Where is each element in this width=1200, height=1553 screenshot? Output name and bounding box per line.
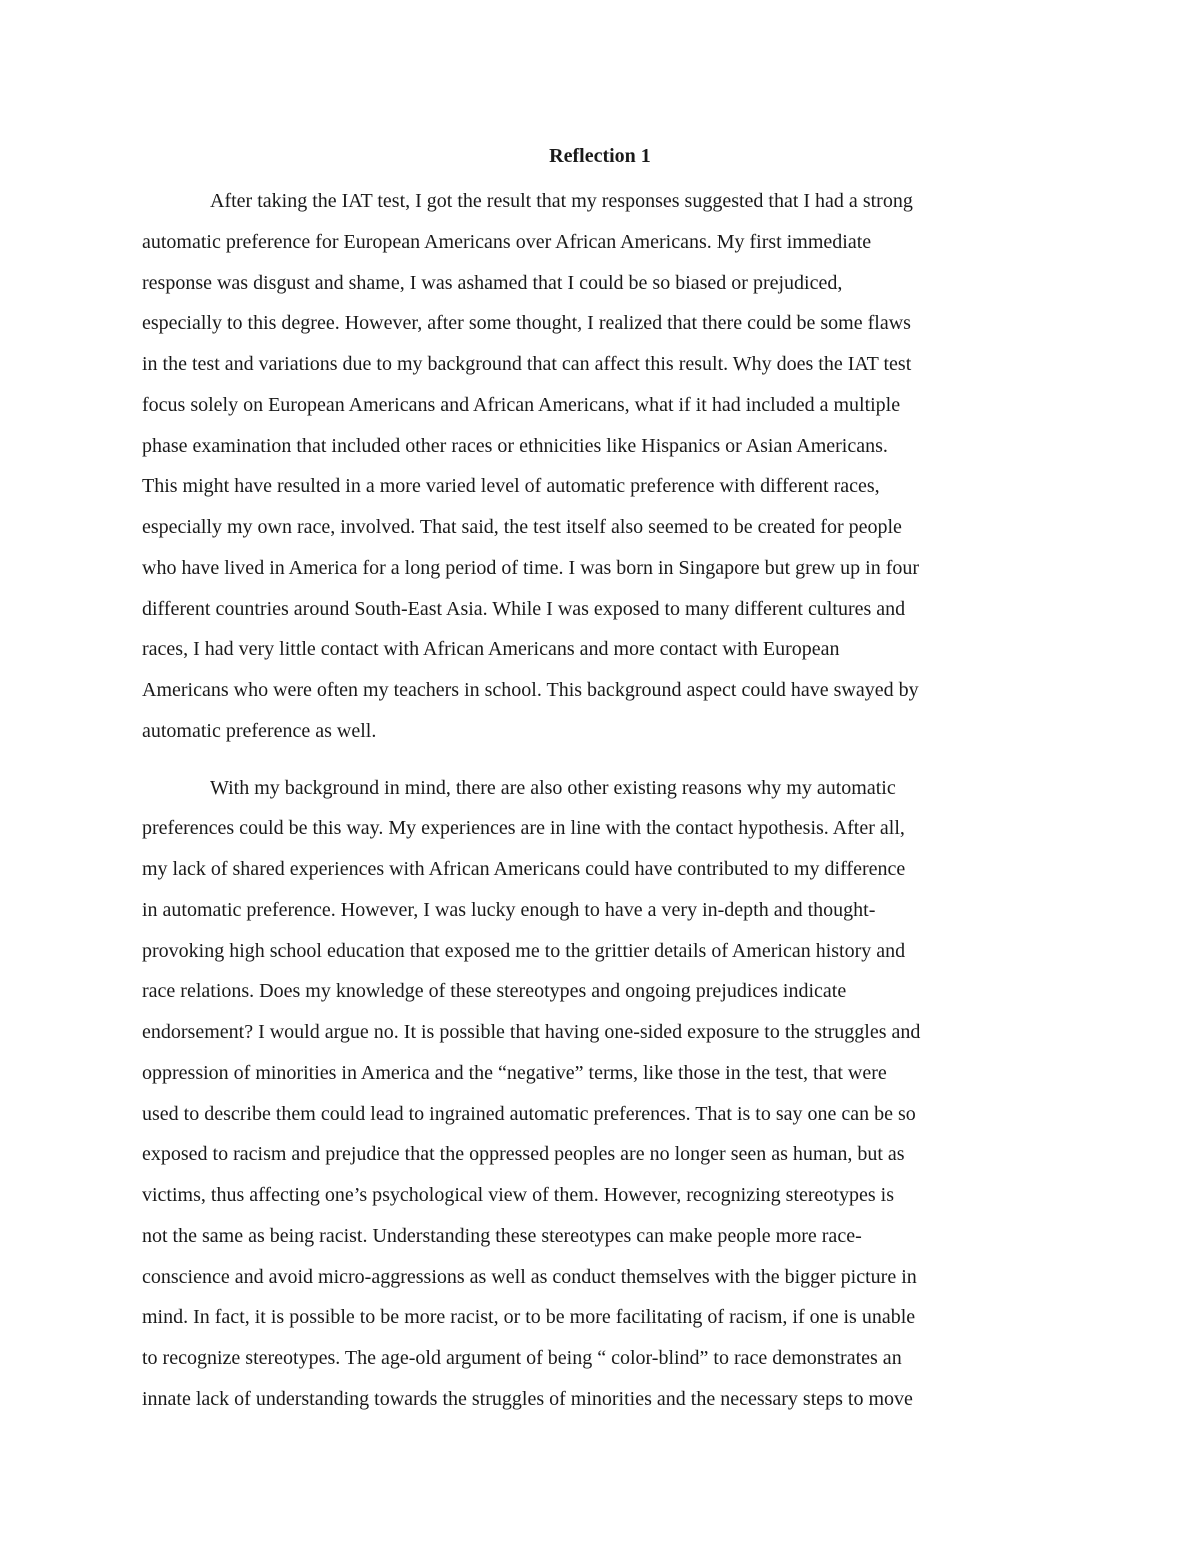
paragraph-1-line: response was disgust and shame, I was ashamed that I could be so biased or prejudiced, <box>142 271 843 294</box>
paragraph-2-line: victims, thus affecting one’s psychological view of them. However, recognizing stereotypes is <box>142 1184 894 1206</box>
paragraph-2-line: to recognize stereotypes. The age-old argument of being “ color-blind” to race demonstrates an <box>142 1347 902 1369</box>
paragraph-2-line: oppression of minorities in America and the “negative” terms, like those in the test, that were <box>142 1061 887 1084</box>
paragraph-1-line: in the test and variations due to my background that can affect this result. Why does the IAT test <box>142 353 912 375</box>
paragraph-2-line: preferences could be this way. My experiences are in line with the contact hypothesis. After all, <box>142 817 905 840</box>
paragraph-2-line: conscience and avoid micro-aggressions as well as conduct themselves with the bigger picture in <box>142 1265 917 1288</box>
paragraph-2-line: my lack of shared experiences with African Americans could have contributed to my difference <box>142 858 906 880</box>
paragraph-1-line: This might have resulted in a more varied level of automatic preference with different races, <box>142 475 880 498</box>
paragraph-2-line: exposed to racism and prejudice that the oppressed peoples are no longer seen as human, but as <box>142 1143 905 1166</box>
paragraph-1-line: different countries around South-East Asia. While I was exposed to many different cultures and <box>142 597 906 620</box>
paragraph-2-line: used to describe them could lead to ingrained automatic preferences. That is to say one can be so <box>142 1102 916 1125</box>
paragraph-2-line: in automatic preference. However, I was lucky enough to have a very in-depth and thought- <box>142 898 876 921</box>
paragraph-1-line: especially to this degree. However, after some thought, I realized that there could be some flaws <box>142 312 911 335</box>
paragraph-2-line: race relations. Does my knowledge of these stereotypes and ongoing prejudices indicate <box>142 980 847 1003</box>
paragraph-2-line: With my background in mind, there are also other existing reasons why my automatic <box>210 776 896 799</box>
paragraph-2-line: innate lack of understanding towards the struggles of minorities and the necessary steps to move <box>142 1387 913 1410</box>
paragraph-1-line: automatic preference for European Americans over African Americans. My first immediate <box>142 230 872 253</box>
paragraph-1-line: focus solely on European Americans and African Americans, what if it had included a multiple <box>142 393 901 416</box>
paragraph-1-line: who have lived in America for a long period of time. I was born in Singapore but grew up in four <box>142 556 920 579</box>
paragraph-1-line: Americans who were often my teachers in school. This background aspect could have swayed by <box>142 679 919 701</box>
paragraph-1-line: After taking the IAT test, I got the result that my responses suggested that I had a strong <box>210 190 913 212</box>
paragraph-1-line: phase examination that included other races or ethnicities like Hispanics or Asian Americans. <box>142 434 888 457</box>
paragraph-2-line: mind. In fact, it is possible to be more racist, or to be more facilitating of racism, if one is unable <box>142 1306 916 1329</box>
paragraph-1-line: automatic preference as well. <box>142 719 377 742</box>
document-body <box>142 187 1062 1426</box>
paragraph-2-line: provoking high school education that exposed me to the grittier details of American history and <box>142 939 906 962</box>
paragraph-2-line: not the same as being racist. Understanding these stereotypes can make people more race- <box>142 1224 862 1247</box>
document-title: Reflection 1 <box>549 145 651 167</box>
paragraph-spacer <box>142 758 1062 774</box>
paragraph-2-line: endorsement? I would argue no. It is possible that having one-sided exposure to the struggles and <box>142 1021 921 1043</box>
paragraph-1-line: especially my own race, involved. That said, the test itself also seemed to be created for people <box>142 516 902 538</box>
paragraph-1-line: races, I had very little contact with African Americans and more contact with European <box>142 638 840 661</box>
